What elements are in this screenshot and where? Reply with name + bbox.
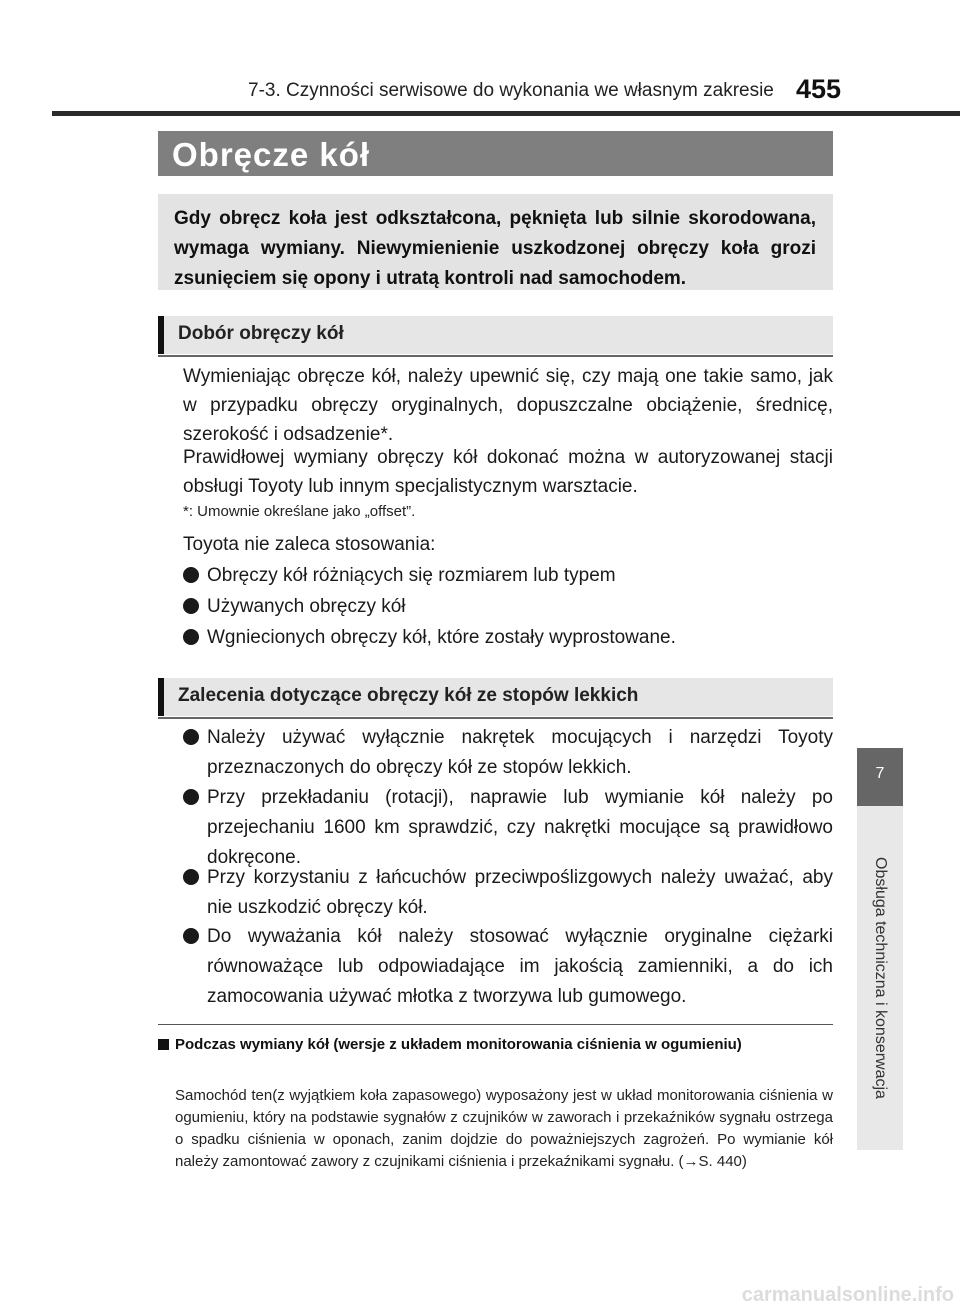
list-item-text: Należy używać wyłącznie nakrętek mocujących i narzędzi Toyoty przeznaczonych do obręczy kół ze stopów lekkich. — [207, 727, 833, 778]
note-title — [158, 1034, 833, 1056]
chapter-number: 7 — [875, 765, 885, 782]
bullet-icon — [183, 729, 199, 745]
list-item-text: Wgniecionych obręczy kół, które zostały wyprostowane. — [207, 627, 676, 648]
not-recommended-intro: Toyota nie zaleca stosowania: — [183, 534, 436, 555]
paragraph-rim-specs: Wymieniając obręcze kół, należy upewnić się, czy mają one takie samo, jak w przypadku obręczy oryginalnych, dopuszczalne obciążenie, średnicę, szerokość i odsadzenie*. — [183, 366, 833, 445]
header-section-title: 7-3. Czynności serwisowe do wykonania we własnym zakresie — [248, 80, 774, 101]
bullet-icon — [183, 567, 199, 583]
section-divider — [158, 1024, 833, 1025]
section-heading-text: Dobór obręczy kół — [178, 323, 344, 344]
section-heading-text: Zalecenia dotyczące obręczy kół ze stopów lekkich — [178, 685, 639, 706]
list-item-text: Używanych obręczy kół — [207, 596, 406, 617]
section-heading-alloy-rims — [158, 678, 833, 716]
list-item — [183, 623, 833, 653]
list-item — [183, 922, 833, 1012]
intro-box — [158, 194, 833, 290]
list-item — [183, 783, 833, 873]
list-item-text: Przy przekładaniu (rotacji), naprawie lub wymianie kół należy po przejechaniu 1600 km sprawdzić, czy nakrętki mocujące są prawidłowo dokręcone. — [207, 787, 833, 868]
bullet-icon — [183, 598, 199, 614]
list-item — [183, 592, 833, 622]
page-number: 455 — [796, 74, 842, 104]
list-item — [183, 561, 833, 591]
bullet-icon — [183, 629, 199, 645]
bullet-icon — [183, 869, 199, 885]
intro-text: Gdy obręcz koła jest odkształcona, pęknięta lub silnie skorodowana, wymaga wymiany. Niewymienienie uszkodzonej obręczy koła grozi zsunięciem się opony i utratą kontroli nad samochodem. — [174, 208, 816, 289]
bullet-icon — [183, 928, 199, 944]
chapter-band — [857, 806, 903, 1150]
title-bar — [158, 131, 833, 176]
watermark: carmanualsonline.info — [741, 1284, 954, 1306]
list-item — [183, 863, 833, 923]
paragraph-replacement-service: Prawidłowej wymiany obręczy kół dokonać można w autoryzowanej stacji obsługi Toyoty lub innym specjalistycznym warsztacie. — [183, 447, 833, 497]
chapter-title: Obsługa techniczna i konserwacja — [872, 857, 889, 1099]
note-title-text: Podczas wymiany kół (wersje z układem monitorowania ciśnienia w ogumieniu) — [175, 1036, 742, 1053]
section-heading-rim-selection — [158, 316, 833, 354]
bullet-icon — [183, 789, 199, 805]
header-rule — [52, 111, 960, 116]
chapter-tab — [857, 748, 903, 806]
list-item-text: Obręczy kół różniących się rozmiarem lub typem — [207, 565, 616, 586]
list-item — [183, 723, 833, 783]
list-item-text: Przy korzystaniu z łańcuchów przeciwpoślizgowych należy uważać, aby nie uszkodzić obręczy kół. — [207, 867, 833, 918]
footnote-offset: *: Umownie określane jako „offset”. — [183, 503, 416, 520]
list-item-text: Do wyważania kół należy stosować wyłącznie oryginalne ciężarki równoważące lub odpowiadające im jakością zamienniki, a do ich zamocowania używać młotka z tworzywa lub gumowego. — [207, 926, 833, 1007]
page-title: Obręcze kół — [172, 136, 371, 173]
square-bullet-icon — [158, 1039, 169, 1050]
note-body: Samochód ten(z wyjątkiem koła zapasowego) wyposażony jest w układ monitorowania ciśnienia w ogumieniu, który na podstawie sygnałów z czujników w zaworach i przekaźników sygnału ostrzega o spadku ciśnienia w oponach, zanim dojdzie do poważniejszych zagrożeń. Po wymianie kół należy zamontować zawory z czujnikami ciśnienia i przekaźnikami sygnału. (→S. 440) — [175, 1087, 833, 1170]
